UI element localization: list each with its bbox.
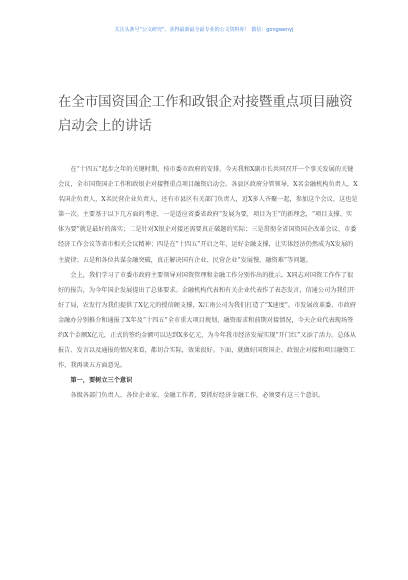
section-heading: 第一，要树立三个意识 xyxy=(70,377,133,385)
body-paragraph: 会上，我们学习了市委市政府主要领导对国资管理和金融工作分别作出的批示。X同志对国资工作作了很好的报告，为今年国企发展提出了总体要求。金融机构代表和有关企业代表作了表态发言，信通公司为我们开好了局，农发行为我们提供了X亿元的授信硬支撑，X江南公司为我们打造了“X速度”。市发展改革委、市政府金融办分别推介和通报了X年及“十四五”全市重大项目规划、融资需求和前期对接情况，今天企业代表现场签约X个金额X亿元，正式的签约金额可以达到X多亿元，为今年我市经济发展实现“开门红”又添了活力。总体从报告、发言以及通报的情况来看，都切合实际，效果很好。下面，就做好国资国企、政银企对接和项目融资工作，我再谈五方面意见。 xyxy=(58,271,356,370)
section-paragraph: 各级各部门负责人、各位企业家、金融工作者，要抓好经济金融工作，必须要有这三个意识。 xyxy=(70,392,325,400)
document-title: 在全市国资国企工作和政银企对接暨重点项目融资启动会上的讲话 xyxy=(58,95,353,134)
document-body xyxy=(58,162,358,404)
body-paragraph: 在“十四五”起步之年的关键时期，按市委市政府的安排，今天我和X副市长共同召开一个事关发展的关键会议，全市国资国企工作和政银企对接暨重点项目融资启动会。各县区政府分管领导，X名金融机构负责人，X名国企负责人，X名民营企业负责人，还有市县区有关部门负责人，近X多人齐聚一起，参加这个会议，这也是第一次。主要基于以下几方面的考虑，一是适应省委省政府“发展为要，项目为王”的新理念，“项目支撑、实体为要”就是最好的落实；二是针对X银企对接还需要真正破题的实际；三是贯彻全省国资国企改革会议、市委经济工作会议等省市相关会议精神；四是在“十四五”开启之年，运好金融支撑，让实体经济仍然成为X发展的主旋律；五是和各位共谋金融突破，真正解决国有企业、民营企业“发展慢、融资难”等问题。 xyxy=(58,166,358,264)
promo-banner[interactable]: 关注头条号“公文研究”，获得最新最全最专业的公文资料库！ 微信：gongwenyj xyxy=(114,27,294,33)
